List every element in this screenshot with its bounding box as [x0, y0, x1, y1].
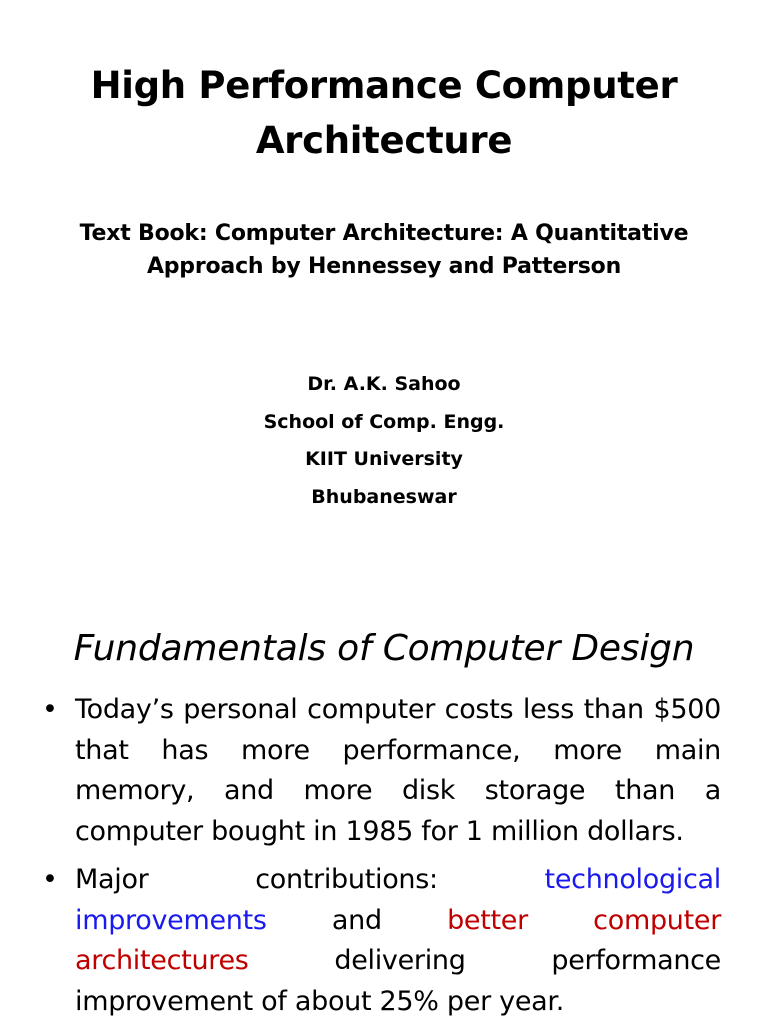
bullet-item [40, 860, 721, 1022]
highlight-better-architectures: better computer architectures [75, 904, 721, 976]
textbook-subtitle: Text Book: Computer Architecture: A Quantitative Approach by Hennessey and Patterson [79, 221, 689, 279]
highlight-technological-improvements: technological improvements [75, 864, 721, 936]
bullet-text: Today’s personal computer costs less than $500 that has more performance, more main memory, and more disk storage than a computer bought in 1985 for 1 million dollars. [75, 694, 721, 847]
bullet-item [40, 690, 721, 852]
author-school: School of Comp. Engg. [263, 410, 505, 433]
bullet-dot-icon: • [42, 864, 58, 895]
author-name: Dr. A.K. Sahoo [307, 373, 461, 395]
slide-title-text: High Performance Computer Architecture [90, 64, 678, 162]
author-info [0, 366, 768, 516]
bullet-text-part: delivering performance improvement of about 25% per year. [75, 945, 721, 1017]
author-university: KIIT University [305, 448, 463, 470]
slide-heading: Fundamentals of Computer Design [73, 628, 695, 669]
slide-fundamentals [0, 580, 768, 1024]
bullet-text-part: Major contributions: [75, 864, 545, 895]
author-city: Bhubaneswar [311, 485, 457, 508]
bullet-dot-icon: • [42, 694, 58, 725]
bullet-text-part: and [266, 904, 448, 936]
bullet-list [40, 690, 721, 1030]
